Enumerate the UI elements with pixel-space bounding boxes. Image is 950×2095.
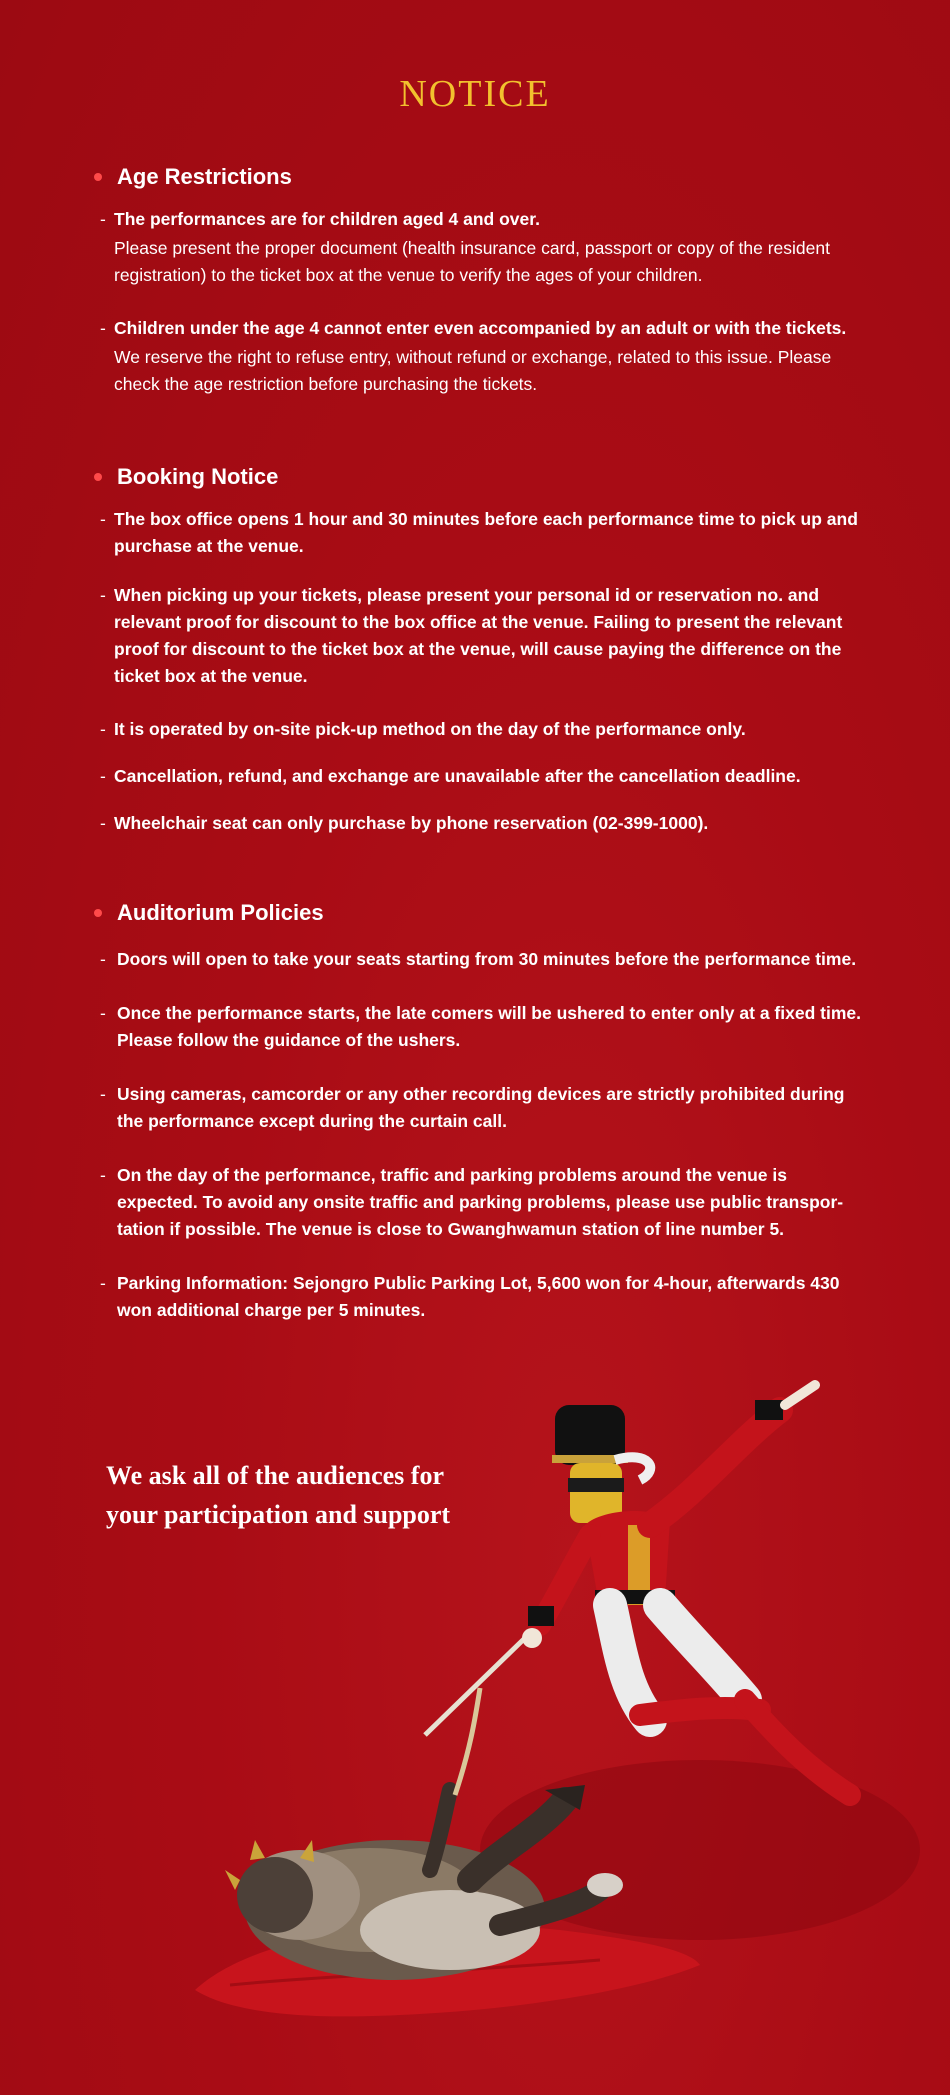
item-bold-text: The performances are for children aged 4 and over. (114, 209, 540, 229)
page-title: NOTICE (399, 73, 551, 115)
item-bold-text: Doors will open to take your seats starting from 30 minutes before the performance time. (117, 949, 857, 969)
dash-icon: - (100, 719, 106, 739)
section-heading-text: Auditorium Policies (117, 900, 324, 925)
dash-icon: - (100, 1003, 106, 1023)
dash-icon: - (100, 318, 106, 338)
item-bold-text: The box office opens 1 hour and 30 minutes before each performance time to pick up and purchase at the venue. (114, 509, 858, 556)
nutcracker-figure (522, 1385, 850, 1795)
item-bold-text: Wheelchair seat can only purchase by phone reservation (02-399-1000). (114, 813, 709, 833)
item-bold-text: Once the performance starts, the late comers will be ushered to enter only at a fixed time. Please follow the guidance of the ushers. (117, 1003, 861, 1050)
item-bold-text: Using cameras, camcorder or any other recording devices are strictly prohibited during the performance except during the curtain call. (117, 1084, 845, 1131)
dash-icon: - (100, 949, 106, 969)
dash-icon: - (100, 766, 106, 786)
dash-icon: - (100, 509, 106, 529)
item-bold-text: On the day of the performance, traffic and parking problems around the venue is expected. To avoid any onsite traffic and parking problems, please use public transpor-tation if possible. The venue is close to Gwanghwamun station of line number 5. (117, 1165, 844, 1239)
item-bold-text: When picking up your tickets, please present your personal id or reservation no. and relevant proof for discount to the box office at the venue. Failing to present the relevant proof for discount to the ticket box at the venue, will cause paying the difference on the ticket box at the venue. (114, 585, 843, 686)
support-line-1: We ask all of the audiences for (106, 1461, 444, 1490)
item-bold-text: Cancellation, refund, and exchange are unavailable after the cancellation deadline. (114, 766, 801, 786)
dash-icon: - (100, 1273, 106, 1293)
dash-icon: - (100, 813, 106, 833)
support-line-2: your participation and support (106, 1500, 451, 1529)
section-heading-text: Age Restrictions (117, 164, 292, 189)
dash-icon: - (100, 1165, 106, 1185)
item-normal-text: We reserve the right to refuse entry, without refund or exchange, related to this issue. Please check the age restriction before purchasing the tickets. (114, 347, 832, 394)
dash-icon: - (100, 585, 106, 605)
item-bold-text: It is operated by on-site pick-up method on the day of the performance only. (114, 719, 746, 739)
item-bold-text: Children under the age 4 cannot enter even accompanied by an adult or with the tickets. (114, 318, 847, 338)
dash-icon: - (100, 209, 106, 229)
dash-icon: - (100, 1084, 106, 1104)
section-heading-text: Booking Notice (117, 464, 279, 489)
item-normal-text: Please present the proper document (health insurance card, passport or copy of the resident registration) to the ticket box at the venue to verify the ages of your children. (114, 238, 830, 285)
item-bold-text: Parking Information: Sejongro Public Parking Lot, 5,600 won for 4-hour, afterwards 430 won additional charge per 5 minutes. (117, 1273, 840, 1320)
